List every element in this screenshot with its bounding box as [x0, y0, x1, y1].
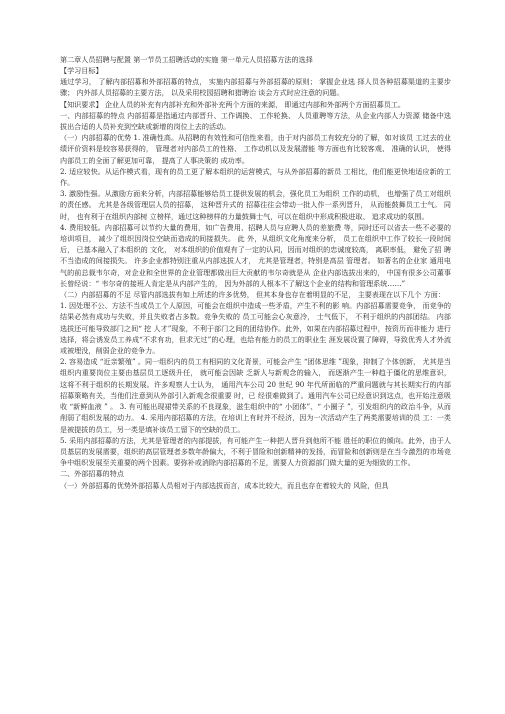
- document-title: 第二章人员招聘与配置 第一节员工招聘活动的实施 第一单元人员招募方法的选择: [60, 55, 313, 64]
- paragraph: （一）外部招募的优势外部招募人员相对于内部选拔而言，成本比较大，而且也存在着较大的 风险，但具: [60, 480, 389, 490]
- paragraph: 【知识要求】 企业人员的补充有内部补充和外部补充两个方面的来源， 即通过内部和外部两个方面招募员工。: [60, 99, 406, 109]
- paragraph: 5. 采用内部招募的方法，尤其是管理者的内部提拔，有可能产生一种把人晋升到他所不能 胜任的职位的倾向。此外，由于人员基层的发展需要，组织的高层管理者多数年龄偏大，不利于冒险和创新精神的发扬，而冒险和创新则是在当今激烈的市场竞争中组织发展至关重要的两个因素。要弥补或消除内部招募的不足，需要人力资源部门做大量的更为细致的工作。: [60, 435, 451, 468]
- paragraph: （二）内部招募的不足 尽管内部选拔有如上所述的许多优势， 但其本身也存在着明显的不足， 主要表现在以下几个 方面：: [60, 290, 445, 300]
- paragraph: 2. 容易造成 “近亲繁殖” 。同一组织内的员工有相同的文化背景，可能会产生 “团体思维 ”现象，抑制了个体创新， 尤其是当组织内重要岗位主要由基层员工逐级升任， 就可能会因缺 乏新人与新观念的输入， 而逐渐产生一种趋于僵化的思维意识， 这将不利于组织的长期发展。许多观察人士认为， 通用汽车公司 20 世纪 90 年代所面临的严重问题就与其长期实行的内部 招募策略有关，当他们注意到从外部引入新观念很重要 时，已 经很难做到了。通用汽车公司已经意识到这点，也开始注意吸收 “新鲜血液 ” 。 3. 有可能出现裙带关系的不良现象，滋生组织中的“ 小团体”、“ 小圈子 ”，引发组织内的政治斗争，从而削弱了组织发展的动力。 4. 采用内部招募的方法，在培训上有时并不经济，因为一次活动产生了两类需要培训的员 工：一类是被提拔的员工，另一类是填补该员工留下的空缺的员工。: [60, 357, 451, 434]
- paragraph: （一）内部招募的优势 1. 准确性高。从招聘的有效性和可信性来看，由于对内部员工有较充分的了解，如对该员 工过去的业绩评价资料是较容易获得的， 管理者对内部员工的性格、 工作动机以及发展潜能 等方面也有比较客观、 准确的认识， 使得内部员工的全面了解更加可靠， 提高了人事决策的 成功率。: [60, 133, 451, 165]
- section-heading-learning-goals: 【学习目标】: [60, 66, 103, 75]
- paragraph: 一、内部招募的特点 内部招募是指通过内部晋升、工作调换、 工作轮换、 人员重聘等方法，从企业内部人力资源 储备中选拔出合适的人员补充到空缺或新增的岗位上去的活动。: [60, 110, 451, 132]
- paragraph: 1. 因处理不公、方法不当或员工个人原因，可能会在组织中造成一些矛盾，产生不利的影 响。内部招募需要竞争， 而竞争的结果必然有成功与失败，并且失败者占多数。竞争失败的 员工可能会心灰意冷， 士气低下， 不利于组织的内部团结。 内部选拔还可能导致部门之间“ 挖 人才”现象，不利于部门之间的团结协作。此外，如果在内部招募过程中，按资历而非能力 进行选择，将会诱发员工养成“不求有功，但求无过”的心理，也给有能力的员工的职业生 涯发展设置了障碍，导致优秀人才外流或被埋没，削弱企业的竞争力。: [60, 301, 451, 356]
- paragraph: 通过学习， 了解内部招募和外部招募的特点， 实施内部招募与外部招募的原则； 掌握企业选 择人员各种招募渠道的主要步骤； 内外部人员招募的主要方法， 以及采用校园招聘和猎聘治 谈会方式时应注意的问题。: [60, 77, 451, 98]
- section-heading: 二、外部招募的特点: [60, 469, 124, 479]
- paragraph: 2. 适应较快。从运作模式看，现有的员工更了解本组织的运营模式，与从外部招募的新员 工相比，他们能更快地适应新的工作。: [60, 166, 451, 188]
- paragraph: 4. 费用较低。内部招募可以节约大量的费用，如广告费用、招聘人员与应聘人员的差旅费 等，同时还可以省去一些不必要的培训项目， 减少了组织因岗位空缺而造成的间接损失。 此 外，从组织文化角度来分析， 员工在组织中工作了较长一段时间后， 已基本融入了本组织的 文化， 对本组织的价值观有了一定的认同，因而对组织的忠诚度较高， 离职率低， 避免了招 聘不当造成的间接损失。 许多企业都特别注重从内部选拔人才， 尤其是管理者，特别是高层 管理者。 如著名的企业家 通用电气的前总裁韦尔奇，对企业和全世界的企业管理都做出巨大贡献的韦尔奇就是从 企业内部选拔出来的， 中国有很多公司董事长曾经说：“ 韦尔奇的接班人肯定是从内部产生的， 因为外部的人根本不了解这个企业的结构和管理系统……”: [60, 222, 451, 288]
- paragraph: 3. 激励性强。从激励方面来分析，内部招募能够给员工提供发展的机会，强化员工为组织 工作的动机， 也增强了员工对组织的责任感。 尤其是各级管理层人员的招募， 这种晋升式的 招募往往会带动一批人作一系列晋升， 从而能鼓舞员工士气。 同时， 也有利于在组织内部树 立榜样，通过这种榜样的力量鼓舞士气，可以在组织中形成积极进取、 追求成功的氛围。: [60, 189, 451, 221]
